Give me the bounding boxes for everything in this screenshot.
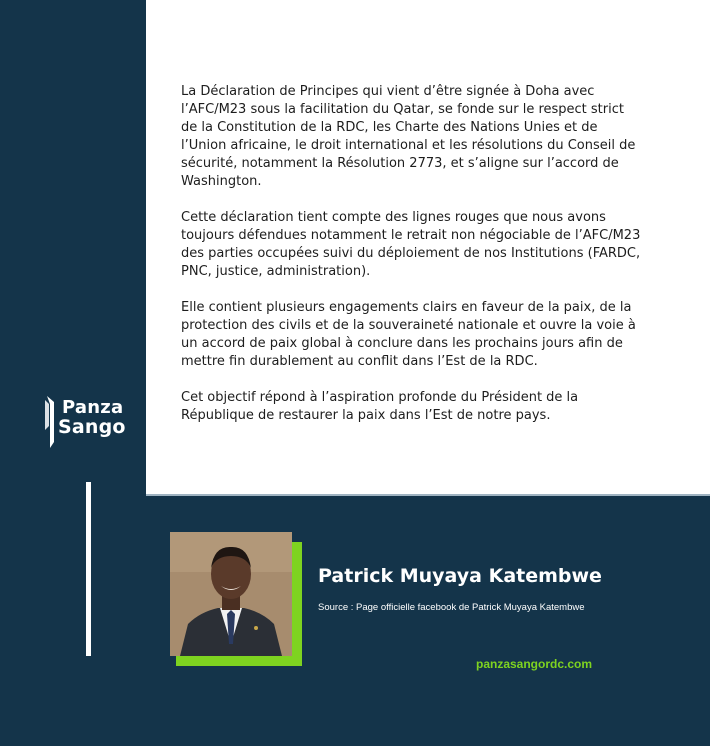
website-url: panzasangordc.com (476, 657, 593, 671)
author-name: Patrick Muyaya Katembwe (318, 565, 602, 587)
panel-divider (146, 494, 710, 496)
logo-word-2: Sango (58, 416, 126, 438)
statement-paragraph-4: Cet objectif répond à l’aspiration profonde du Président de la République de restaurer la paix dans l’Est de notre pays. (181, 390, 579, 423)
statement-panel (146, 0, 710, 494)
source-caption: Source : Page officielle facebook de Patrick Muyaya Katembwe (318, 602, 585, 613)
statement-paragraph-3: Elle contient plusieurs engagements clairs en faveur de la paix, de la protection des civils et de la souveraineté nationale et ouvre la voie à un accord de paix global à conclure dans les prochains jours afin de mettre fin durablement au conflit dans l’Est de la RDC. (181, 300, 636, 369)
statement-paragraph-2: Cette déclaration tient compte des lignes rouges que nous avons toujours défendues notamment le retrait non négociable de l’AFC/M23 des parties occupées suivi du déploiement de nos Institutions (FARDC, PNC, justice, administration). (181, 210, 641, 279)
logo-word-1: Panza (62, 397, 124, 418)
panza-sango-logo (44, 396, 134, 448)
statement-paragraph-1: La Déclaration de Principes qui vient d’être signée à Doha avec l’AFC/M23 sous la facilitation du Qatar, se fonde sur le respect strict de la Constitution de la RDC, les Charte des Nations Unies et de l’Union africaine, le droit international et les résolutions du Conseil de sécurité, notamment la Résolution 2773, et s’aligne sur l’accord de Washington. (181, 84, 636, 189)
portrait-illustration (170, 532, 292, 656)
vertical-accent-line (86, 482, 91, 656)
author-photo (170, 532, 292, 656)
statement-text (181, 83, 641, 443)
